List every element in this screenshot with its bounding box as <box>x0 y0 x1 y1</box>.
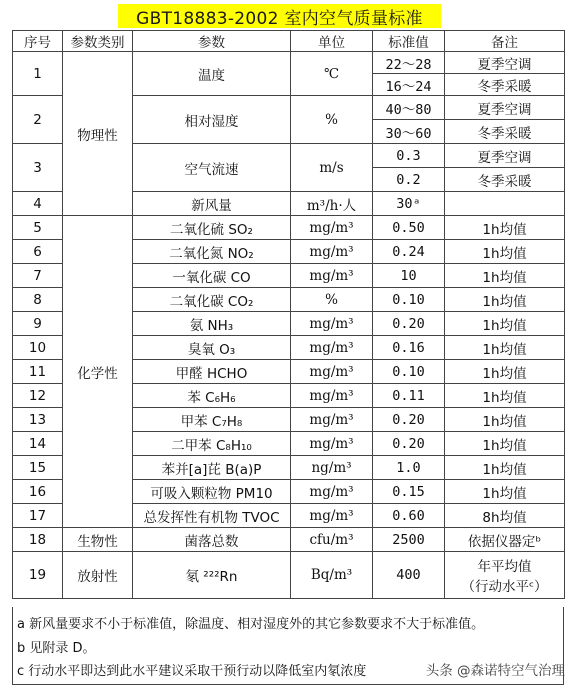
unit-cell: mg/m³ <box>291 480 373 504</box>
row-number: 16 <box>13 480 63 504</box>
note-line-1: 年平均值 <box>477 559 532 575</box>
parameter-name: 甲醛 HCHO <box>133 360 291 384</box>
table-row <box>13 52 565 74</box>
standard-value: 0.20 <box>373 432 445 456</box>
parameter-name: 二氧化氮 NO₂ <box>133 240 291 264</box>
parameter-name: 苯 C₆H₆ <box>133 384 291 408</box>
table-header-row <box>13 31 565 52</box>
unit-cell: % <box>291 288 373 312</box>
category-physical: 物理性 <box>63 52 133 216</box>
note-cell: 1h均值 <box>445 360 565 384</box>
parameter-name: 氡 ²²²Rn <box>133 552 291 599</box>
unit-cell: mg/m³ <box>291 384 373 408</box>
note-cell: 1h均值 <box>445 240 565 264</box>
note-cell <box>445 192 565 216</box>
unit-cell: % <box>291 96 373 144</box>
document-title: GBT18883-2002 室内空气质量标准 <box>118 4 441 28</box>
note-cell: 1h均值 <box>445 456 565 480</box>
unit-cell: m/s <box>291 144 373 192</box>
row-number: 7 <box>13 264 63 288</box>
note-cell: 依据仪器定ᵇ <box>445 528 565 552</box>
parameter-name: 温度 <box>133 52 291 96</box>
standard-value: 0.11 <box>373 384 445 408</box>
row-number: 18 <box>13 528 63 552</box>
row-number: 14 <box>13 432 63 456</box>
unit-cell: mg/m³ <box>291 432 373 456</box>
footnote-a: a 新风量要求不小于标准值，除温度、相对湿度外的其它参数要求不大于标准值。 <box>17 617 485 632</box>
row-number: 13 <box>13 408 63 432</box>
standard-value: 0.3 <box>373 144 445 168</box>
unit-cell: ng/m³ <box>291 456 373 480</box>
parameter-name: 相对湿度 <box>133 96 291 144</box>
standard-value: 0.20 <box>373 408 445 432</box>
parameter-name: 菌落总数 <box>133 528 291 552</box>
row-number: 11 <box>13 360 63 384</box>
note-cell: 冬季采暖 <box>445 168 565 192</box>
row-number: 19 <box>13 552 63 599</box>
standard-value: 30～60 <box>373 120 445 144</box>
note-cell: 1h均值 <box>445 264 565 288</box>
air-quality-standard-table <box>12 30 565 599</box>
table-row <box>13 552 565 599</box>
unit-cell: cfu/m³ <box>291 528 373 552</box>
standard-value: 0.16 <box>373 336 445 360</box>
row-number: 2 <box>13 96 63 144</box>
row-number: 15 <box>13 456 63 480</box>
unit-cell: mg/m³ <box>291 240 373 264</box>
unit-cell: mg/m³ <box>291 336 373 360</box>
unit-cell: Bq/m³ <box>291 552 373 599</box>
standard-value: 0.10 <box>373 360 445 384</box>
header-unit: 单位 <box>291 31 373 52</box>
parameter-name: 臭氧 O₃ <box>133 336 291 360</box>
header-no: 序号 <box>13 31 63 52</box>
note-cell: 1h均值 <box>445 480 565 504</box>
row-number: 8 <box>13 288 63 312</box>
standard-value: 10 <box>373 264 445 288</box>
note-cell: 冬季采暖 <box>445 74 565 96</box>
standard-value: 400 <box>373 552 445 599</box>
row-number: 12 <box>13 384 63 408</box>
standard-value: 0.50 <box>373 216 445 240</box>
row-number: 3 <box>13 144 63 192</box>
unit-cell: mg/m³ <box>291 360 373 384</box>
parameter-name: 甲苯 C₇H₈ <box>133 408 291 432</box>
note-cell: 8h均值 <box>445 504 565 528</box>
unit-cell: mg/m³ <box>291 504 373 528</box>
header-category: 参数类别 <box>63 31 133 52</box>
row-number: 4 <box>13 192 63 216</box>
standard-value: 0.2 <box>373 168 445 192</box>
standard-value: 30ᵃ <box>373 192 445 216</box>
parameter-name: 苯并[a]芘 B(a)P <box>133 456 291 480</box>
standard-value: 2500 <box>373 528 445 552</box>
footnote-c: c 行动水平即达到此水平建议采取干预行动以降低室内氡浓度 <box>17 664 367 679</box>
row-number: 5 <box>13 216 63 240</box>
standard-value: 16～24 <box>373 74 445 96</box>
note-cell: 夏季空调 <box>445 144 565 168</box>
table-row <box>13 528 565 552</box>
parameter-name: 新风量 <box>133 192 291 216</box>
standard-value: 0.10 <box>373 288 445 312</box>
unit-cell: mg/m³ <box>291 264 373 288</box>
parameter-name: 可吸入颗粒物 PM10 <box>133 480 291 504</box>
category-biological: 生物性 <box>63 528 133 552</box>
unit-cell: ℃ <box>291 52 373 96</box>
standard-value: 0.60 <box>373 504 445 528</box>
standard-value: 0.24 <box>373 240 445 264</box>
standard-value: 22～28 <box>373 52 445 74</box>
parameter-name: 总发挥性有机物 TVOC <box>133 504 291 528</box>
note-line-2: （行动水平ᶜ） <box>461 579 548 595</box>
note-cell: 1h均值 <box>445 432 565 456</box>
note-cell: 冬季采暖 <box>445 120 565 144</box>
note-cell: 1h均值 <box>445 336 565 360</box>
note-cell <box>445 552 565 599</box>
note-cell: 夏季空调 <box>445 52 565 74</box>
note-cell: 1h均值 <box>445 408 565 432</box>
row-number: 1 <box>13 52 63 96</box>
standard-value: 1.0 <box>373 456 445 480</box>
row-number: 6 <box>13 240 63 264</box>
note-cell: 1h均值 <box>445 384 565 408</box>
standard-value: 40～80 <box>373 96 445 120</box>
standard-value: 0.20 <box>373 312 445 336</box>
row-number: 9 <box>13 312 63 336</box>
footnote-b: b 见附录 D。 <box>17 641 96 656</box>
category-chemical: 化学性 <box>63 216 133 528</box>
standard-value: 0.15 <box>373 480 445 504</box>
category-radioactive: 放射性 <box>63 552 133 599</box>
unit-cell: m³/h·人 <box>291 192 373 216</box>
header-standard-value: 标准值 <box>373 31 445 52</box>
note-cell: 1h均值 <box>445 288 565 312</box>
row-number: 10 <box>13 336 63 360</box>
unit-cell: mg/m³ <box>291 408 373 432</box>
parameter-name: 二氧化硫 SO₂ <box>133 216 291 240</box>
parameter-name: 二氧化碳 CO₂ <box>133 288 291 312</box>
watermark: 头条 @森诺特空气治理 <box>425 663 565 679</box>
unit-cell: mg/m³ <box>291 216 373 240</box>
header-parameter: 参数 <box>133 31 291 52</box>
table-row <box>13 216 565 240</box>
row-number: 17 <box>13 504 63 528</box>
parameter-name: 一氧化碳 CO <box>133 264 291 288</box>
note-cell: 1h均值 <box>445 216 565 240</box>
note-cell: 夏季空调 <box>445 96 565 120</box>
unit-cell: mg/m³ <box>291 312 373 336</box>
parameter-name: 空气流速 <box>133 144 291 192</box>
note-cell: 1h均值 <box>445 312 565 336</box>
parameter-name: 氨 NH₃ <box>133 312 291 336</box>
parameter-name: 二甲苯 C₈H₁₀ <box>133 432 291 456</box>
header-note: 备注 <box>445 31 565 52</box>
